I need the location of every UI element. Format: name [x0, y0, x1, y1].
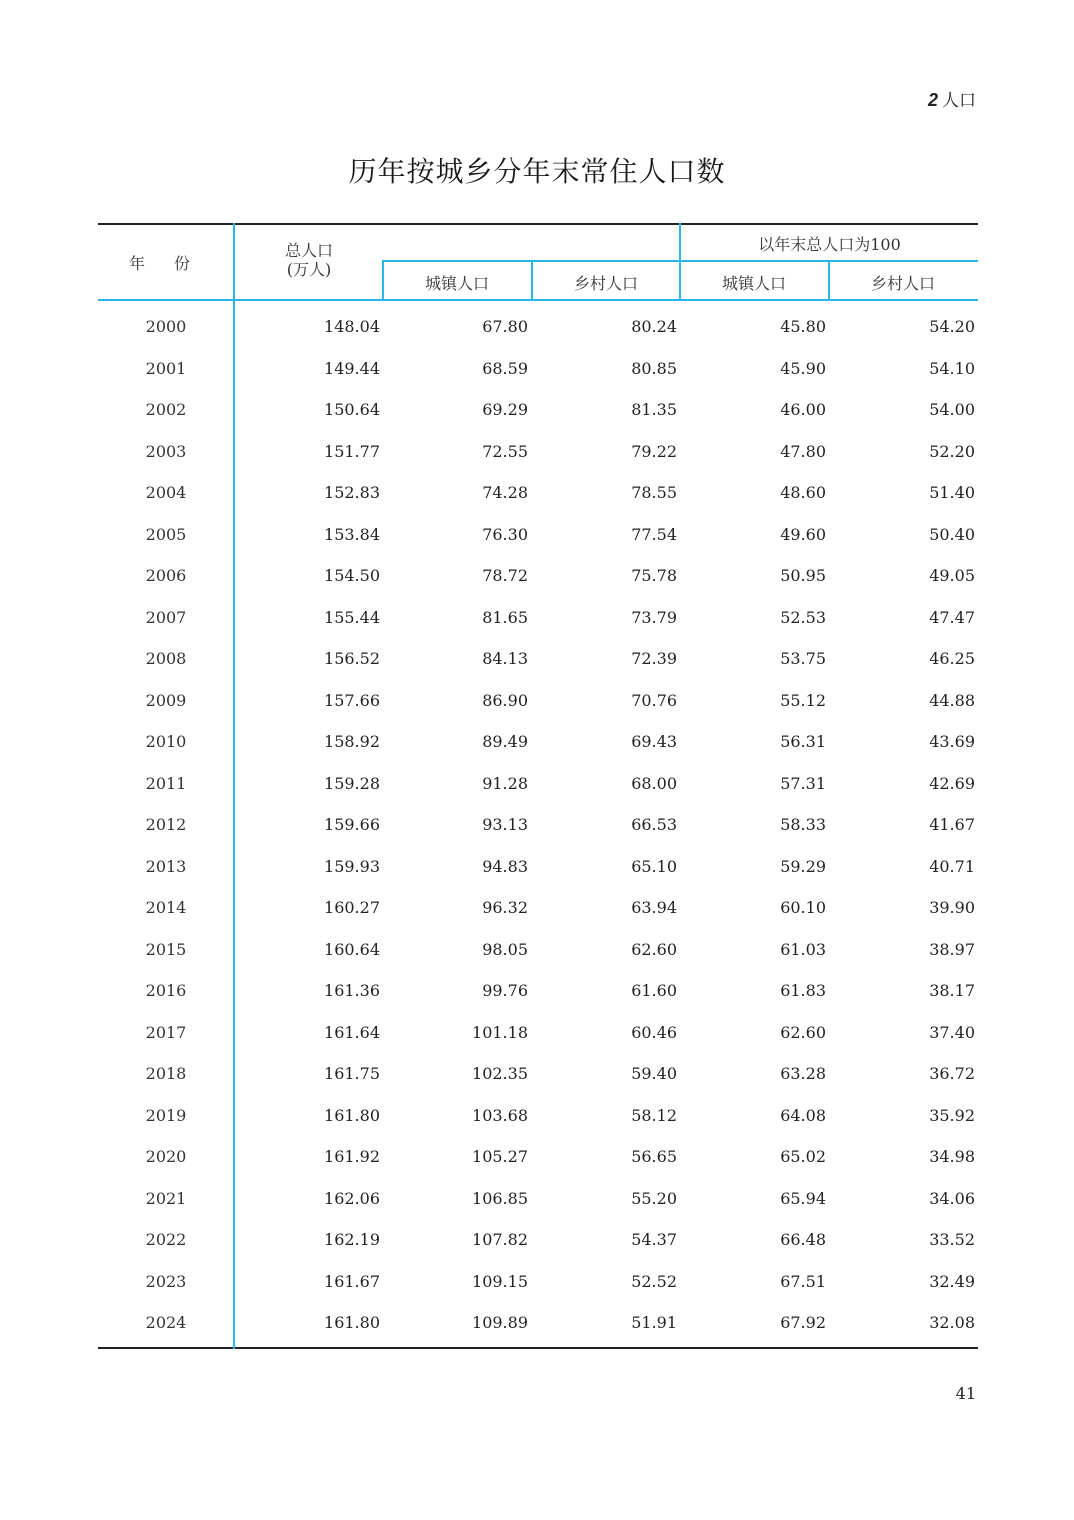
total-cell: 161.36 [324, 981, 380, 1000]
year-cell: 2002 [145, 400, 187, 419]
table-row [98, 1219, 978, 1261]
page-number: 41 [955, 1384, 976, 1403]
urban-pct-cell: 64.08 [780, 1105, 826, 1125]
total-cell: 161.92 [324, 1147, 380, 1166]
table-row [98, 680, 978, 722]
rural-pct-cell: 49.05 [929, 566, 975, 585]
table-row [98, 472, 978, 514]
urban-pct-cell: 67.51 [780, 1271, 826, 1291]
table-row [98, 597, 978, 639]
rural-pct-cell: 32.49 [929, 1271, 975, 1291]
header-ratio-group: 以年末总人口为100 [758, 235, 901, 254]
rural-pct-cell: 54.20 [929, 317, 975, 336]
rural-cell: 77.54 [631, 524, 677, 544]
urban-cell: 103.68 [472, 1105, 528, 1125]
year-cell: 2012 [145, 815, 187, 834]
rural-pct-cell: 50.40 [929, 524, 975, 544]
rural-cell: 69.43 [631, 732, 677, 751]
total-cell: 153.84 [324, 524, 380, 544]
table-row [98, 721, 978, 763]
year-cell: 2016 [145, 981, 187, 1000]
year-cell: 2024 [145, 1313, 187, 1332]
table-row [98, 929, 978, 971]
total-cell: 162.06 [324, 1188, 380, 1208]
year-cell: 2001 [145, 358, 187, 378]
table-row [98, 970, 978, 1012]
year-cell: 2003 [145, 441, 187, 461]
rural-cell: 78.55 [631, 483, 677, 502]
urban-pct-cell: 61.03 [780, 939, 826, 959]
total-cell: 148.04 [324, 317, 380, 336]
urban-cell: 89.49 [482, 732, 528, 751]
urban-cell: 109.89 [472, 1313, 528, 1332]
rural-pct-cell: 54.10 [929, 358, 975, 378]
header-bottom-rule [98, 299, 978, 301]
year-cell: 2023 [145, 1271, 187, 1291]
table-row [98, 306, 978, 348]
table-row [98, 348, 978, 390]
total-cell: 151.77 [324, 441, 380, 461]
year-cell: 2019 [145, 1105, 187, 1125]
table-row [98, 555, 978, 597]
table-row [98, 514, 978, 556]
header-sub-rule-right [679, 260, 978, 262]
header-urban: 城镇人口 [424, 274, 489, 293]
rural-cell: 55.20 [631, 1188, 677, 1208]
rural-pct-cell: 34.06 [929, 1188, 975, 1208]
urban-cell: 107.82 [472, 1230, 528, 1249]
rural-pct-cell: 42.69 [929, 773, 975, 793]
total-cell: 162.19 [324, 1230, 380, 1249]
rural-cell: 61.60 [631, 981, 677, 1000]
rural-cell: 62.60 [631, 939, 677, 959]
rural-pct-cell: 40.71 [929, 856, 975, 876]
rural-cell: 80.24 [631, 317, 677, 336]
header-year: 年 份 [128, 254, 203, 273]
total-cell: 156.52 [324, 649, 380, 668]
total-cell: 161.67 [324, 1271, 380, 1291]
year-cell: 2007 [145, 607, 187, 627]
header-total-line2: (万人) [286, 260, 332, 279]
urban-cell: 74.28 [482, 483, 528, 502]
rural-cell: 52.52 [631, 1271, 677, 1291]
year-cell: 2009 [145, 690, 187, 710]
table-row [98, 1136, 978, 1178]
rural-cell: 56.65 [631, 1147, 677, 1166]
year-cell: 2000 [145, 317, 187, 336]
table-row [98, 1012, 978, 1054]
rural-cell: 70.76 [631, 690, 677, 710]
table-row [98, 846, 978, 888]
rural-pct-cell: 35.92 [929, 1105, 975, 1125]
section-name: 人口 [942, 91, 976, 111]
urban-cell: 68.59 [482, 358, 528, 378]
urban-cell: 78.72 [482, 566, 528, 585]
table-row [98, 431, 978, 473]
urban-cell: 93.13 [482, 815, 528, 834]
urban-pct-cell: 45.90 [780, 358, 826, 378]
rural-cell: 73.79 [631, 607, 677, 627]
rural-cell: 80.85 [631, 358, 677, 378]
year-cell: 2018 [145, 1064, 187, 1083]
table-row [98, 1178, 978, 1220]
rural-pct-cell: 32.08 [929, 1313, 975, 1332]
header-total [235, 241, 383, 279]
urban-cell: 84.13 [482, 649, 528, 668]
rural-pct-cell: 41.67 [929, 815, 975, 834]
year-cell: 2013 [145, 856, 187, 876]
total-cell: 159.66 [324, 815, 380, 834]
rural-pct-cell: 36.72 [929, 1064, 975, 1083]
urban-cell: 98.05 [482, 939, 528, 959]
rural-cell: 54.37 [631, 1230, 677, 1249]
rural-cell: 75.78 [631, 566, 677, 585]
rural-cell: 79.22 [631, 441, 677, 461]
table-bottom-rule [98, 1347, 978, 1349]
table-row [98, 804, 978, 846]
urban-cell: 106.85 [472, 1188, 528, 1208]
urban-pct-cell: 57.31 [780, 773, 826, 793]
urban-cell: 101.18 [472, 1022, 528, 1042]
rural-pct-cell: 54.00 [929, 400, 975, 419]
rural-pct-cell: 39.90 [929, 898, 975, 917]
rural-cell: 81.35 [631, 400, 677, 419]
total-cell: 149.44 [324, 358, 380, 378]
total-cell: 159.93 [324, 856, 380, 876]
urban-cell: 76.30 [482, 524, 528, 544]
table-row [98, 638, 978, 680]
rural-pct-cell: 52.20 [929, 441, 975, 461]
population-table [98, 223, 978, 1350]
urban-cell: 72.55 [482, 441, 528, 461]
total-cell: 161.80 [324, 1313, 380, 1332]
urban-pct-cell: 65.02 [780, 1147, 826, 1166]
urban-cell: 67.80 [482, 317, 528, 336]
urban-cell: 69.29 [482, 400, 528, 419]
table-body [98, 306, 978, 1344]
urban-pct-cell: 58.33 [780, 815, 826, 834]
urban-pct-cell: 53.75 [780, 649, 826, 668]
header-rural: 乡村人口 [573, 274, 638, 293]
rural-pct-cell: 38.97 [929, 939, 975, 959]
urban-pct-cell: 48.60 [780, 483, 826, 502]
total-cell: 160.64 [324, 939, 380, 959]
rural-cell: 51.91 [631, 1313, 677, 1332]
rural-pct-cell: 47.47 [929, 607, 975, 627]
page-title: 历年按城乡分年末常住人口数 [348, 155, 726, 188]
rural-cell: 65.10 [631, 856, 677, 876]
total-cell: 161.64 [324, 1022, 380, 1042]
urban-cell: 81.65 [482, 607, 528, 627]
urban-pct-cell: 67.92 [780, 1313, 826, 1332]
rural-cell: 58.12 [631, 1105, 677, 1125]
year-cell: 2020 [145, 1147, 187, 1166]
rural-cell: 63.94 [631, 898, 677, 917]
rural-cell: 60.46 [631, 1022, 677, 1042]
year-cell: 2015 [145, 939, 187, 959]
urban-cell: 94.83 [482, 856, 528, 876]
urban-cell: 102.35 [472, 1064, 528, 1083]
rural-cell: 68.00 [631, 773, 677, 793]
urban-pct-cell: 62.60 [780, 1022, 826, 1042]
year-cell: 2005 [145, 524, 187, 544]
rural-pct-cell: 43.69 [929, 732, 975, 751]
year-cell: 2004 [145, 483, 187, 502]
rural-cell: 72.39 [631, 649, 677, 668]
header-total-line1: 总人口 [284, 241, 333, 260]
rural-pct-cell: 51.40 [929, 483, 975, 502]
year-cell: 2011 [145, 773, 187, 793]
urban-pct-cell: 65.94 [780, 1188, 826, 1208]
total-cell: 157.66 [324, 690, 380, 710]
table-top-rule [98, 223, 978, 225]
year-cell: 2006 [145, 566, 187, 585]
urban-cell: 105.27 [472, 1147, 528, 1166]
rural-pct-cell: 46.25 [929, 649, 975, 668]
year-cell: 2008 [145, 649, 187, 668]
urban-pct-cell: 59.29 [780, 856, 826, 876]
total-cell: 161.80 [324, 1105, 380, 1125]
urban-cell: 96.32 [482, 898, 528, 917]
table-row [98, 1302, 978, 1344]
total-cell: 159.28 [324, 773, 380, 793]
urban-pct-cell: 49.60 [780, 524, 826, 544]
rural-pct-cell: 34.98 [929, 1147, 975, 1166]
header-ratio-rural: 乡村人口 [870, 274, 935, 293]
rural-pct-cell: 44.88 [929, 690, 975, 710]
rural-cell: 59.40 [631, 1064, 677, 1083]
urban-pct-cell: 56.31 [780, 732, 826, 751]
header-sub-rule-left [382, 260, 680, 262]
year-cell: 2017 [145, 1022, 187, 1042]
urban-pct-cell: 45.80 [780, 317, 826, 336]
year-cell: 2022 [145, 1230, 187, 1249]
urban-pct-cell: 61.83 [780, 981, 826, 1000]
urban-cell: 86.90 [482, 690, 528, 710]
total-cell: 160.27 [324, 898, 380, 917]
urban-cell: 99.76 [482, 981, 528, 1000]
urban-pct-cell: 50.95 [780, 566, 826, 585]
total-cell: 155.44 [324, 607, 380, 627]
rural-cell: 66.53 [631, 815, 677, 834]
urban-pct-cell: 66.48 [780, 1230, 826, 1249]
section-number: 2 [927, 90, 938, 110]
total-cell: 152.83 [324, 483, 380, 502]
urban-pct-cell: 60.10 [780, 898, 826, 917]
section-header [928, 86, 976, 111]
urban-pct-cell: 55.12 [780, 690, 826, 710]
urban-pct-cell: 47.80 [780, 441, 826, 461]
table-row [98, 1261, 978, 1303]
urban-cell: 109.15 [472, 1271, 528, 1291]
table-row [98, 1095, 978, 1137]
urban-pct-cell: 63.28 [780, 1064, 826, 1083]
total-cell: 158.92 [324, 732, 380, 751]
table-row [98, 389, 978, 431]
header-ratio-urban: 城镇人口 [721, 274, 786, 293]
table-row [98, 1053, 978, 1095]
total-cell: 150.64 [324, 400, 380, 419]
urban-pct-cell: 46.00 [780, 400, 826, 419]
year-cell: 2014 [145, 898, 187, 917]
total-cell: 154.50 [324, 566, 380, 585]
urban-pct-cell: 52.53 [780, 607, 826, 627]
table-row [98, 887, 978, 929]
total-cell: 161.75 [324, 1064, 380, 1083]
rural-pct-cell: 37.40 [929, 1022, 975, 1042]
year-cell: 2010 [145, 732, 187, 751]
rural-pct-cell: 33.52 [929, 1230, 975, 1249]
urban-cell: 91.28 [482, 773, 528, 793]
rural-pct-cell: 38.17 [929, 981, 975, 1000]
table-row [98, 763, 978, 805]
year-cell: 2021 [145, 1188, 187, 1208]
